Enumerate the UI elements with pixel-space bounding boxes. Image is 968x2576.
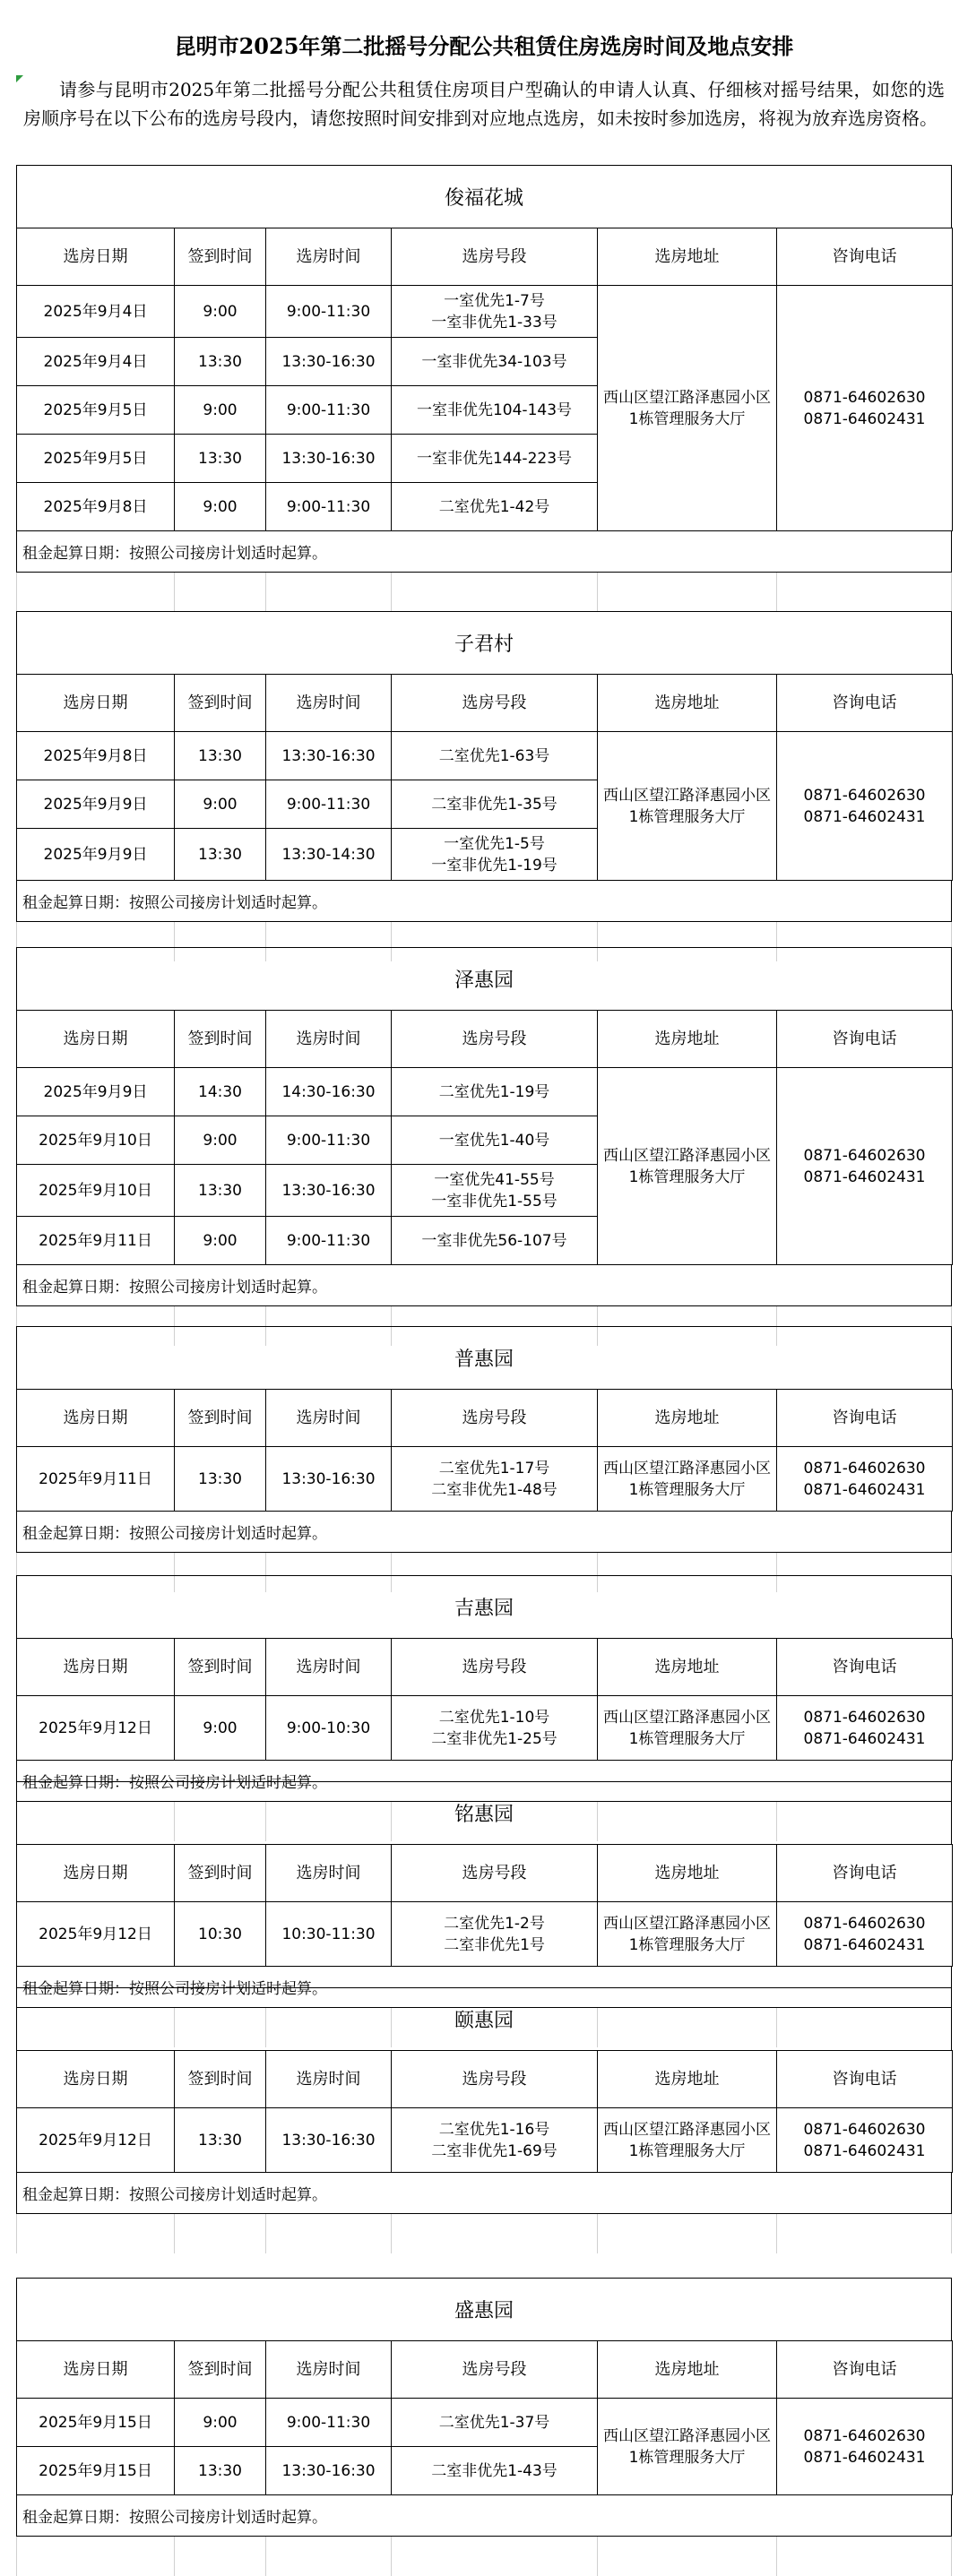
grid-line [776,2537,777,2576]
checkin-cell: 14:30 [175,1068,266,1116]
intro-paragraph: 请参与昆明市2025年第二批摇号分配公共租赁住房项目户型确认的申请人认真、仔细核对摇号结果，如您的选房顺序号在以下公布的选房号段内，请您按照时间安排到对应地点选房，如未按时参加选房，将视为放弃选房资格。 [23,79,945,129]
time-cell: 9:00-11:30 [266,483,392,531]
date-cell: 2025年9月4日 [17,338,175,386]
range-line: 一室非优先144-223号 [416,449,573,468]
column-header: 选房号段 [392,2051,598,2108]
grid-line [597,2214,598,2253]
column-header: 咨询电话 [777,1390,953,1447]
phone-cell [777,732,953,881]
phone-number: 0871-64602431 [803,409,926,428]
range-line: 二室优先1-16号 [438,2120,550,2139]
range-cell [392,1217,598,1265]
date-cell: 2025年9月5日 [17,386,175,435]
phone-number: 0871-64602630 [803,388,926,407]
range-line: 二室非优先1-69号 [431,2141,557,2160]
header-row [17,228,953,286]
time-cell: 13:30-16:30 [266,1447,392,1512]
column-header: 咨询电话 [777,675,953,732]
table-row [17,2108,953,2173]
address-cell: 西山区望江路泽惠园小区1栋管理服务大厅 [598,1447,777,1512]
range-line: 一室优先1-7号 [444,291,545,310]
time-cell: 13:30-16:30 [266,732,392,780]
section-4 [16,1326,952,1592]
column-header: 选房地址 [598,1011,777,1068]
table-row [17,732,953,780]
column-header: 选房地址 [598,1390,777,1447]
rent-start-note: 租金起算日期：按照公司接房计划适时起算。 [16,2495,952,2537]
column-header: 签到时间 [175,2341,266,2399]
phone-number: 0871-64602630 [803,2120,926,2139]
phone-number: 0871-64602630 [803,1914,926,1933]
schedule-table [16,2340,953,2495]
range-line: 二室优先1-17号 [438,1459,550,1478]
column-header: 签到时间 [175,675,266,732]
range-line: 二室优先1-2号 [444,1914,545,1933]
grid-line [174,2214,175,2253]
header-row [17,1639,953,1696]
section-title: 普惠园 [16,1326,952,1389]
time-cell: 13:30-14:30 [266,829,392,881]
table-row [17,1447,953,1512]
time-cell: 13:30-16:30 [266,338,392,386]
column-header: 选房日期 [17,1845,175,1902]
time-cell: 13:30-16:30 [266,2447,392,2495]
grid-line [16,2214,17,2253]
phone-number: 0871-64602630 [803,1459,926,1478]
range-cell [392,780,598,829]
range-cell [392,1068,598,1116]
column-header: 签到时间 [175,1639,266,1696]
address-cell: 西山区望江路泽惠园小区1栋管理服务大厅 [598,732,777,881]
column-header: 选房号段 [392,228,598,286]
column-header: 选房日期 [17,1390,175,1447]
rent-start-note: 租金起算日期：按照公司接房计划适时起算。 [16,1265,952,1306]
column-header: 签到时间 [175,1845,266,1902]
range-line: 二室非优先1-43号 [431,2461,557,2480]
grid-line [951,2537,952,2576]
phone-cell [777,1902,953,1967]
checkin-cell: 13:30 [175,829,266,881]
column-header: 选房时间 [266,1011,392,1068]
range-line: 一室非优先1-33号 [431,313,557,332]
phone-number: 0871-64602431 [803,1935,926,1954]
section-7 [16,1987,952,2253]
checkin-cell: 10:30 [175,1902,266,1967]
range-line: 一室优先1-5号 [444,834,545,853]
column-header: 选房日期 [17,228,175,286]
time-cell: 14:30-16:30 [266,1068,392,1116]
spacer-row [16,573,952,612]
grid-line [16,573,17,612]
column-header: 选房地址 [598,2051,777,2108]
column-header: 选房地址 [598,228,777,286]
range-cell [392,286,598,338]
range-cell [392,386,598,435]
phone-number: 0871-64602630 [803,1708,926,1727]
column-header: 咨询电话 [777,2341,953,2399]
range-line: 二室非优先1-48号 [431,1480,557,1499]
column-header: 咨询电话 [777,1639,953,1696]
header-row [17,2341,953,2399]
time-cell: 9:00-11:30 [266,1116,392,1165]
checkin-cell: 13:30 [175,1447,266,1512]
checkin-cell: 13:30 [175,732,266,780]
date-cell: 2025年9月9日 [17,1068,175,1116]
range-line: 二室优先1-10号 [438,1708,550,1727]
rent-start-note: 租金起算日期：按照公司接房计划适时起算。 [16,1512,952,1553]
checkin-cell: 13:30 [175,435,266,483]
column-header: 签到时间 [175,2051,266,2108]
column-header: 选房地址 [598,2341,777,2399]
header-row [17,1011,953,1068]
phone-number: 0871-64602431 [803,2141,926,2160]
column-header: 选房日期 [17,2341,175,2399]
address-cell: 西山区望江路泽惠园小区1栋管理服务大厅 [598,1902,777,1967]
column-header: 选房日期 [17,1639,175,1696]
grid-line [776,2214,777,2253]
range-line: 一室优先41-55号 [434,1170,555,1189]
checkin-cell: 13:30 [175,2447,266,2495]
column-header: 选房时间 [266,1845,392,1902]
phone-number: 0871-64602630 [803,786,926,805]
rent-start-note: 租金起算日期：按照公司接房计划适时起算。 [16,1761,952,1802]
column-header: 签到时间 [175,1011,266,1068]
header-row [17,1390,953,1447]
time-cell: 9:00-10:30 [266,1696,392,1761]
column-header: 选房号段 [392,1390,598,1447]
date-cell: 2025年9月11日 [17,1447,175,1512]
range-line: 一室非优先1-55号 [431,1192,557,1210]
phone-number: 0871-64602630 [803,1146,926,1165]
range-line: 二室非优先1号 [444,1935,545,1954]
table-row [17,1696,953,1761]
time-cell: 13:30-16:30 [266,435,392,483]
date-cell: 2025年9月9日 [17,829,175,881]
column-header: 选房日期 [17,675,175,732]
section-title: 颐惠园 [16,1987,952,2050]
date-cell: 2025年9月5日 [17,435,175,483]
checkin-cell: 9:00 [175,2399,266,2447]
column-header: 选房时间 [266,675,392,732]
grid-line [776,573,777,612]
page-title: 昆明市2025年第二批摇号分配公共租赁住房选房时间及地点安排 [174,32,794,59]
column-header: 选房地址 [598,675,777,732]
column-header: 选房号段 [392,2341,598,2399]
time-cell: 13:30-16:30 [266,1165,392,1217]
time-cell: 9:00-11:30 [266,2399,392,2447]
range-cell [392,1902,598,1967]
range-cell [392,732,598,780]
range-cell [392,1165,598,1217]
grid-line [16,2537,17,2576]
column-header: 选房时间 [266,228,392,286]
range-cell [392,2108,598,2173]
range-line: 一室非优先1-19号 [431,856,557,874]
header-row [17,2051,953,2108]
phone-number: 0871-64602431 [803,2448,926,2467]
column-header: 选房地址 [598,1639,777,1696]
range-cell [392,435,598,483]
range-line: 一室非优先56-107号 [421,1231,567,1250]
checkin-cell: 9:00 [175,386,266,435]
checkin-cell: 13:30 [175,1165,266,1217]
checkin-cell: 9:00 [175,1217,266,1265]
grid-line [951,573,952,612]
column-header: 咨询电话 [777,228,953,286]
date-cell: 2025年9月12日 [17,1902,175,1967]
time-cell: 9:00-11:30 [266,780,392,829]
range-line: 二室优先1-37号 [438,2413,550,2432]
range-line: 二室优先1-63号 [438,746,550,765]
section-8 [16,2278,952,2576]
grid-line [265,2214,266,2253]
phone-number: 0871-64602431 [803,1729,926,1748]
range-line: 二室优先1-42号 [438,497,550,516]
column-header: 选房时间 [266,2341,392,2399]
date-cell: 2025年9月8日 [17,483,175,531]
checkin-cell: 9:00 [175,286,266,338]
column-header: 选房日期 [17,1011,175,1068]
time-cell: 13:30-16:30 [266,2108,392,2173]
date-cell: 2025年9月10日 [17,1165,175,1217]
date-cell: 2025年9月15日 [17,2447,175,2495]
checkin-cell: 9:00 [175,1116,266,1165]
date-cell: 2025年9月15日 [17,2399,175,2447]
section-1 [16,165,952,612]
section-title: 铭惠园 [16,1781,952,1844]
column-header: 咨询电话 [777,1845,953,1902]
range-cell [392,483,598,531]
schedule-table [16,1010,953,1265]
grid-line [951,2214,952,2253]
grid-line [391,2214,392,2253]
time-cell: 10:30-11:30 [266,1902,392,1967]
address-cell: 西山区望江路泽惠园小区1栋管理服务大厅 [598,1696,777,1761]
address-cell: 西山区望江路泽惠园小区1栋管理服务大厅 [598,2108,777,2173]
checkin-cell: 9:00 [175,1696,266,1761]
range-cell [392,338,598,386]
section-title: 盛惠园 [16,2278,952,2340]
schedule-table [16,228,953,531]
date-cell: 2025年9月9日 [17,780,175,829]
date-cell: 2025年9月4日 [17,286,175,338]
column-header: 选房时间 [266,1639,392,1696]
range-line: 二室非优先1-35号 [431,795,557,814]
column-header: 签到时间 [175,1390,266,1447]
phone-cell [777,1068,953,1265]
checkin-cell: 13:30 [175,338,266,386]
range-cell [392,829,598,881]
section-title: 俊福花城 [16,165,952,228]
range-line: 二室非优先1-25号 [431,1729,557,1748]
phone-number: 0871-64602431 [803,1480,926,1499]
schedule-table [16,2050,953,2173]
grid-line [174,2537,175,2576]
time-cell: 9:00-11:30 [266,1217,392,1265]
checkin-cell: 9:00 [175,780,266,829]
range-line: 一室非优先104-143号 [416,401,573,419]
header-row [17,1845,953,1902]
date-cell: 2025年9月10日 [17,1116,175,1165]
spacer-row [16,2537,952,2576]
column-header: 选房号段 [392,675,598,732]
section-title: 泽惠园 [16,947,952,1010]
table-row [17,1902,953,1967]
column-header: 选房日期 [17,2051,175,2108]
phone-cell [777,1447,953,1512]
table-row [17,1068,953,1116]
column-header: 选房号段 [392,1845,598,1902]
checkin-cell: 13:30 [175,2108,266,2173]
rent-start-note: 租金起算日期：按照公司接房计划适时起算。 [16,531,952,573]
address-cell: 西山区望江路泽惠园小区1栋管理服务大厅 [598,286,777,531]
phone-number: 0871-64602431 [803,807,926,826]
schedule-table [16,1389,953,1512]
rent-start-note: 租金起算日期：按照公司接房计划适时起算。 [16,2173,952,2214]
section-3 [16,947,952,1346]
table-row [17,286,953,338]
rent-start-note: 租金起算日期：按照公司接房计划适时起算。 [16,881,952,922]
section-title: 吉惠园 [16,1575,952,1638]
grid-line [265,2537,266,2576]
range-line: 二室优先1-19号 [438,1082,550,1101]
section-2 [16,611,952,961]
column-header: 咨询电话 [777,1011,953,1068]
range-line: 一室优先1-40号 [438,1131,550,1150]
range-cell [392,1696,598,1761]
grid-line [391,2537,392,2576]
date-cell: 2025年9月8日 [17,732,175,780]
date-cell: 2025年9月12日 [17,2108,175,2173]
range-line: 一室非优先34-103号 [421,352,567,371]
section-title: 子君村 [16,611,952,674]
grid-line [174,573,175,612]
column-header: 选房号段 [392,1639,598,1696]
phone-cell [777,2399,953,2495]
schedule-table [16,1638,953,1761]
phone-cell [777,2108,953,2173]
time-cell: 9:00-11:30 [266,386,392,435]
column-header: 选房时间 [266,1390,392,1447]
range-cell [392,1116,598,1165]
address-cell: 西山区望江路泽惠园小区1栋管理服务大厅 [598,1068,777,1265]
phone-cell [777,286,953,531]
range-cell [392,2399,598,2447]
column-header: 选房地址 [598,1845,777,1902]
grid-line [391,573,392,612]
schedule-table [16,1844,953,1967]
schedule-table [16,674,953,881]
rent-start-note: 租金起算日期：按照公司接房计划适时起算。 [16,1967,952,2008]
header-row [17,675,953,732]
checkin-cell: 9:00 [175,483,266,531]
grid-line [597,573,598,612]
column-header: 选房号段 [392,1011,598,1068]
column-header: 选房时间 [266,2051,392,2108]
date-cell: 2025年9月12日 [17,1696,175,1761]
column-header: 咨询电话 [777,2051,953,2108]
date-cell: 2025年9月11日 [17,1217,175,1265]
column-header: 签到时间 [175,228,266,286]
phone-number: 0871-64602431 [803,1167,926,1186]
time-cell: 9:00-11:30 [266,286,392,338]
address-cell: 西山区望江路泽惠园小区1栋管理服务大厅 [598,2399,777,2495]
range-cell [392,1447,598,1512]
phone-cell [777,1696,953,1761]
phone-number: 0871-64602630 [803,2426,926,2445]
grid-line [597,2537,598,2576]
grid-line [265,573,266,612]
table-row [17,2399,953,2447]
range-cell [392,2447,598,2495]
spacer-row [16,2214,952,2253]
